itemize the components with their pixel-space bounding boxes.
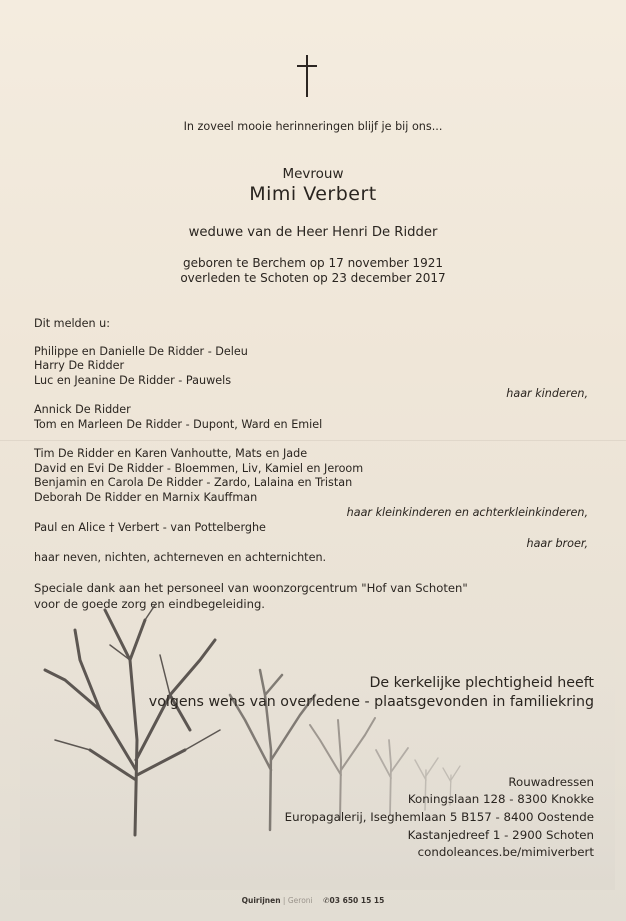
birth-text: geboren te Berchem op 17 november 1921: [183, 256, 443, 270]
grandchildren-label: haar kleinkinderen en achterkleinkinderen,: [346, 506, 588, 519]
ceremony-line: De kerkelijke plechtigheid heeft: [369, 675, 594, 691]
child-line: Philippe en Danielle De Ridder - Deleu: [34, 345, 248, 358]
children-label: haar kinderen,: [506, 387, 588, 400]
paper-fold: [0, 440, 626, 441]
honorific: Mevrouw: [282, 166, 344, 182]
ceremony-line: volgens wens van overledene - plaatsgevonden in familiekring: [148, 694, 594, 710]
undertaker-phone: 03 650 15 15: [329, 896, 385, 905]
child-line: Harry De Ridder: [34, 359, 125, 372]
death-text: overleden te Schoten op 23 december 2017: [180, 271, 446, 285]
grandchild-line: Tom en Marleen De Ridder - Dupont, Ward en Emiel: [34, 418, 323, 431]
grandchild-line: Deborah De Ridder en Marnix Kauffman: [34, 491, 258, 504]
announcement-lead: Dit melden u:: [34, 317, 111, 330]
relation-text: weduwe van de Heer Henri De Ridder: [188, 225, 438, 240]
grandchild-line: Benjamin en Carola De Ridder - Zardo, Lalaina en Tristan: [34, 476, 353, 489]
address-line: Europagalerij, Iseghemlaan 5 B157 - 8400 Oostende: [284, 810, 594, 824]
thanks-line: Speciale dank aan het personeel van woonzorgcentrum "Hof van Schoten": [34, 581, 468, 595]
phone-icon: ✆: [323, 896, 330, 905]
address-line: Koningslaan 128 - 8300 Knokke: [407, 792, 594, 806]
footer-separator: |: [280, 896, 288, 905]
cross-icon: [297, 55, 317, 97]
brother-line: Paul en Alice † Verbert - van Pottelberghe: [34, 521, 266, 534]
grandchild-line: Tim De Ridder en Karen Vanhoutte, Mats en Jade: [34, 447, 308, 460]
address-line: Kastanjedreef 1 - 2900 Schoten: [407, 828, 594, 842]
undertaker-footer: [0, 896, 626, 905]
grandchild-line: Annick De Ridder: [34, 403, 131, 416]
condolence-link[interactable]: condoleances.be/mimiverbert: [417, 845, 594, 859]
nephews-line: haar neven, nichten, achterneven en achternichten.: [34, 551, 327, 564]
undertaker-name: Quirijnen: [241, 896, 281, 905]
addresses-heading: Rouwadressen: [508, 775, 594, 789]
brother-label: haar broer,: [526, 537, 588, 550]
child-line: Luc en Jeanine De Ridder - Pauwels: [34, 374, 232, 387]
undertaker-sub: Geroni: [287, 896, 313, 905]
grandchild-line: David en Evi De Ridder - Bloemmen, Liv, Kamiel en Jeroom: [34, 462, 364, 475]
intro-text: In zoveel mooie herinneringen blijf je bij ons...: [183, 120, 443, 133]
deceased-name: Mimi Verbert: [249, 183, 377, 205]
